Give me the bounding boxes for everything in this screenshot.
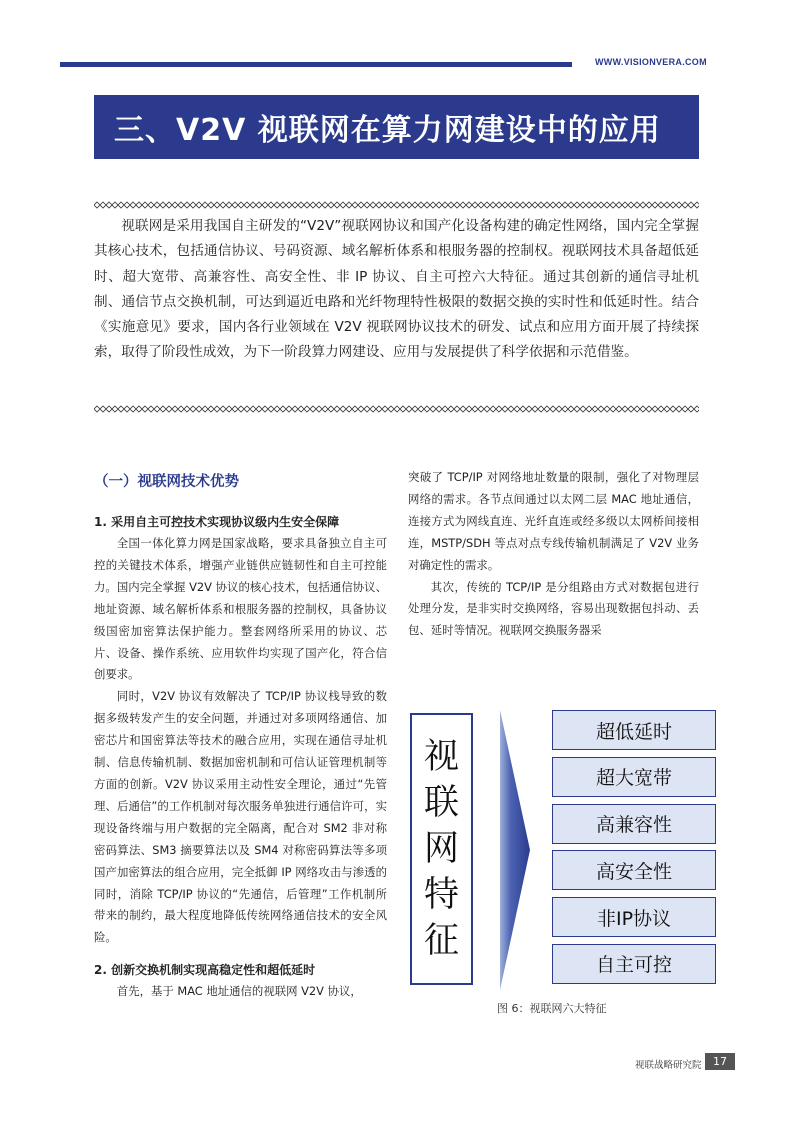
header-rule	[60, 62, 572, 67]
figure-caption: 图 6：视联网六大特征	[497, 1002, 607, 1015]
paragraph-2: 同时，V2V 协议有效解决了 TCP/IP 协议栈导致的数据多级转发产生的安全问题，并通过对多项网络通信、加密芯片和国密算法等技术的融合应用，实现在通信寻址机制、信息传输机制、数据加密机制和可信认证管理机制等方面的创新。V2V 协议采用主动性安全理论，通过“先管理、后通信”的工作机制对每次服务单独进行通信许可，实现设备终端与用户数据的完全隔离，配合对 SM2 非对称密码算法、SM3 摘要算法以及 SM4 对称密码算法等多项国产加密算法的组合应用，完全抵御 IP 网络攻击与渗透的同时，消除 TCP/IP 协议的“先通信，后管理”工作机制所带来的制约，最大程度地降低传统网络通信技术的安全风险。	[94, 689, 387, 945]
feature-item: 超低延时	[552, 710, 716, 750]
figure-label-char: 视	[423, 737, 459, 777]
site-url: WWW.VISIONVERA.COM	[595, 57, 707, 67]
decorative-divider-top	[94, 201, 699, 209]
decorative-divider-bottom	[94, 405, 699, 413]
feature-item: 自主可控	[552, 944, 716, 984]
subheading-1: 1. 采用自主可控技术实现协议级内生安全保障	[94, 515, 340, 529]
figure-label-char: 联	[423, 783, 459, 823]
page-title: 三、V2V 视联网在算力网建设中的应用	[114, 113, 661, 148]
intro-paragraph: 视联网是采用我国自主研发的“V2V”视联网协议和国产化设备构建的确定性网络，国内完全掌握其核心技术，包括通信协议、号码资源、域名解析体系和根服务器的控制权。视联网技术具备超低延时、超大宽带、高兼容性、高安全性、非 IP 协议、自主可控六大特征。通过其创新的通信寻址机制、通信节点交换机制，可达到逼近电路和光纤物理特性极限的数据交换的实时性和低延时性。结合《实施意见》要求，国内各行业领域在 V2V 视联网协议技术的研发、试点和应用方面开展了持续探索，取得了阶段性成效，为下一阶段算力网建设、应用与发展提供了科学依据和示范借鉴。	[94, 218, 699, 361]
feature-list	[552, 710, 716, 991]
figure-label-box	[410, 713, 473, 985]
section-heading: （一）视联网技术优势	[94, 474, 239, 490]
figure-label-char: 特	[423, 875, 459, 915]
chevron-arrow-icon	[498, 708, 532, 992]
footer-org: 视联战略研究院	[635, 1060, 702, 1071]
paragraph-5: 其次，传统的 TCP/IP 是分组路由方式对数据包进行处理分发，是非实时交换网络，容易出现数据包抖动、丢包、延时等情况。视联网交换服务器采	[408, 579, 699, 638]
feature-item: 高兼容性	[552, 804, 716, 844]
left-column	[94, 470, 387, 1003]
feature-item: 高安全性	[552, 850, 716, 890]
subheading-2: 2. 创新交换机制实现高稳定性和超低延时	[94, 963, 316, 978]
title-banner	[94, 95, 699, 159]
feature-item: 非IP协议	[552, 897, 716, 937]
paragraph-4: 突破了 TCP/IP 对网络地址数量的限制，强化了对物理层网络的需求。各节点间通过以太网二层 MAC 地址通信，连接方式为网线直连、光纤直连或经多级以太网桥间接相连，MSTP/SDH 等点对点专线传输机制满足了 V2V 业务对确定性的需求。	[408, 470, 699, 572]
right-column	[408, 467, 699, 642]
feature-item: 超大宽带	[552, 757, 716, 797]
features-figure	[408, 708, 718, 988]
paragraph-3: 首先，基于 MAC 地址通信的视联网 V2V 协议，	[116, 984, 362, 999]
figure-label-char: 征	[423, 921, 459, 961]
paragraph-1: 全国一体化算力网是国家战略，要求具备独立自主可控的关键技术体系，增强产业链供应链韧性和自主可控能力。国内完全掌握 V2V 协议的核心技术，包括通信协议、地址资源、域名解析体系和根服务器的控制权，具备协议级国密加密算法保护能力。整套网络所采用的协议、芯片、设备、操作系统、应用软件均实现了国产化，符合信创要求。	[94, 536, 387, 682]
figure-label-char: 网	[423, 829, 459, 869]
page-number: 17	[705, 1053, 735, 1070]
